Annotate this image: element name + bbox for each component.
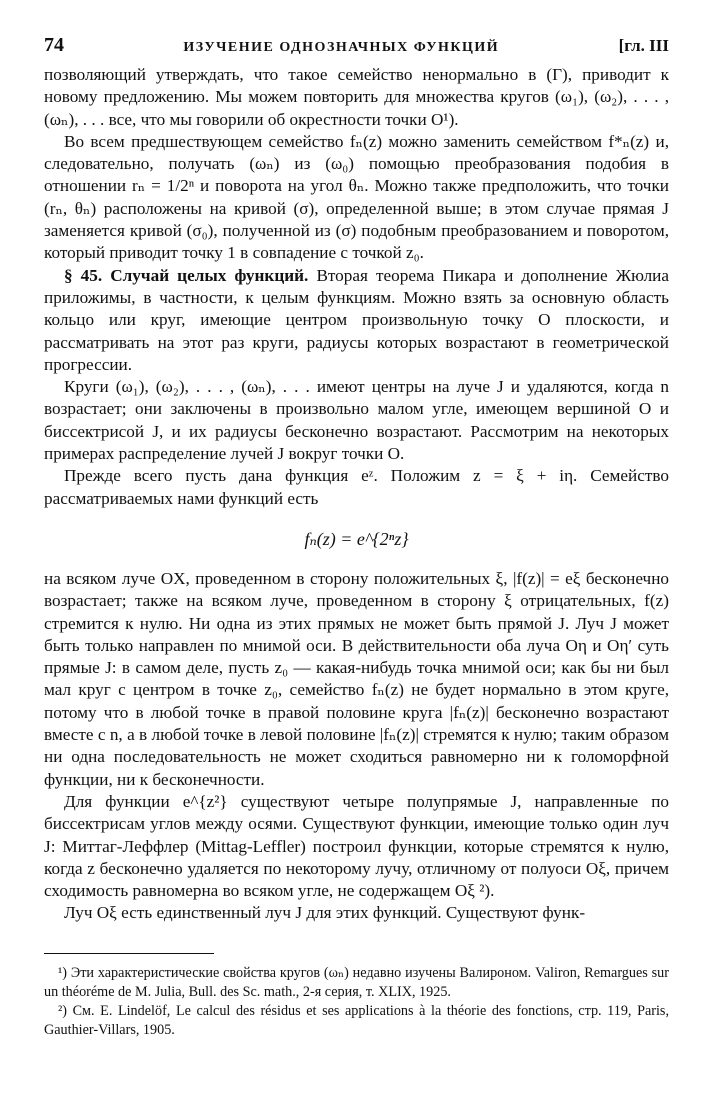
paragraph: Во всем предшествующем семейство fₙ(z) можно заменить семейством f*ₙ(z) и, следовательно, получать (ωₙ) из (ω₀) помощью преобразования подобия в отношении rₙ = 1/2ⁿ и поворота на угол θₙ. Можно также предположить, что точки (rₙ, θₙ) расположены на кривой (σ), определенной выше; в этом случае прямая J заменяется кривой (σ₀), полученной из (σ) подобным преобразованием и поворотом, который приводит точку 1 в совпадение с точкой z₀.	[44, 131, 669, 263]
paragraph-text: Вторая теорема Пикара и дополнение Жюлиа приложимы, в частности, к целым функциям. Можно взять за основную область кольцо или круг, имеющие центром произвольную точку O плоскости, и рассматривать на этот раз круги, радиусы которых возрастают в геометрической прогрессии.	[44, 265, 669, 374]
chapter-marker: [гл. III	[618, 36, 669, 55]
display-formula: fₙ(z) = e^{2ⁿz}	[304, 528, 409, 549]
paragraph: Луч Oξ есть единственный луч J для этих функций. Существуют функ-	[64, 903, 586, 923]
running-header	[44, 34, 669, 64]
footnote: ²) См. E. Lindelöf, Le calcul des résidus et ses applications à la théorie des fonctions, стр. 119, Paris, Gauthier-Villars, 1905.	[44, 1002, 669, 1038]
section-paragraph	[44, 265, 669, 376]
book-page	[44, 34, 669, 1040]
paragraph: Прежде всего пусть дана функция eᶻ. Положим z = ξ + iη. Семейство рассматриваемых нами функций есть	[44, 466, 669, 508]
paragraph: на всяком луче OX, проведенном в сторону положительных ξ, |f(z)| = eξ бесконечно возрастает; также на всяком луче, проведенном в сторону ξ отрицательных, f(z) стремится к нулю. Ни одна из этих прямых не может быть прямой J. Луч J может быть только направлен по мнимой оси. В действительности оба луча Oη и Oη′ суть прямые J: в самом деле, пусть z₀ — какая-нибудь точка мнимой оси; как бы ни был мал круг с центром в точке z₀, семейство fₙ(z) не будет нормально в этом круге, потому что в любой точке в правой половине круга |fₙ(z)| бесконечно возрастают вместе с n, а в любой точке в левой половине |fₙ(z)| стремятся к нулю; таким образом ни одна последовательность не может сходиться равномерно ни к голоморфной функции, ни к бесконечности.	[44, 568, 669, 789]
main-text	[44, 64, 669, 925]
paragraph: Круги (ω₁), (ω₂), . . . , (ωₙ), . . . имеют центры на луче J и удаляются, когда n возрастает; они заключены в произвольно малом угле, имеющем вершиной O и биссектрисой J, и их радиусы бесконечно возрастают. Рассмотрим на некоторых примерах распределение лучей J вокруг точки O.	[44, 377, 669, 464]
section-heading: § 45. Случай целых функций.	[64, 265, 309, 285]
footnote-rule	[44, 953, 214, 954]
footnotes	[44, 964, 669, 1040]
page-number: 74	[44, 34, 64, 56]
running-title: ИЗУЧЕНИЕ ОДНОЗНАЧНЫХ ФУНКЦИЙ	[183, 40, 500, 55]
paragraph: позволяющий утверждать, что такое семейство ненормально в (Γ), приводит к новому предложению. Мы можем повторить для множества кругов (ω₁), (ω₂), . . . , (ωₙ), . . . все, что мы говорили об окрестности точки O¹).	[44, 65, 669, 129]
paragraph: Для функции e^{z²} существуют четыре полупрямые J, направленные по биссектрисам углов между осями. Существуют функции, имеющие только один луч J: Миттаг-Леффлер (Mittag-Leffler) построил функции, которые стремятся к нулю, когда z бесконечно удаляется по некоторому лучу, отличному от полуоси Oξ, причем сходимость равномерна во всяком угле, не содержащем Oξ ²).	[44, 791, 669, 901]
footnote: ¹) Эти характеристические свойства кругов (ωₙ) недавно изучены Валироном. Valiron, Remargues sur un théoréme de M. Julia, Bull. des Sc. math., 2-я серия, т. XLIX, 1925.	[44, 964, 669, 1000]
